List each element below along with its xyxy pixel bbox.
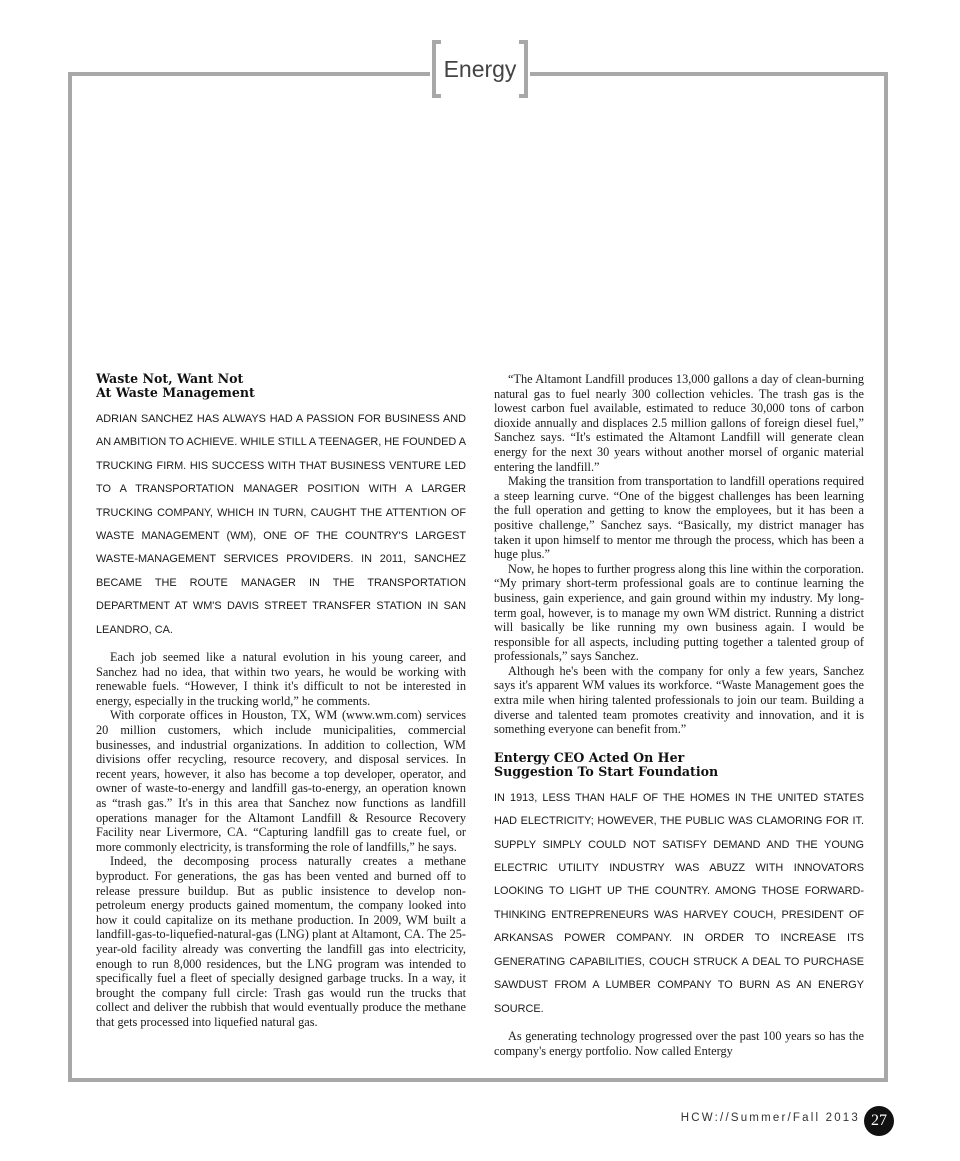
column-right (494, 372, 864, 1058)
article1-lead: ADRIAN SANCHEZ HAS ALWAYS HAD A PASSION FOR BUSINESS AND AN AMBITION TO ACHIEVE. WHILE STILL A TEENAGER, HE FOUNDED A TRUCKING FIRM. HIS SUCCESS WITH THAT BUSINESS VENTURE LED TO A TRANSPORTATION MANAGER POSITION WITH A LARGER TRUCKING COMPANY, WHICH IN TURN, CAUGHT THE ATTENTION OF WASTE MANAGEMENT (WM), ONE OF THE COUNTRY'S LARGEST WASTE-MANAGEMENT SERVICES PROVIDERS. IN 2011, SANCHEZ BECAME THE ROUTE MANAGER IN THE TRANSPORTATION DEPARTMENT AT WM'S DAVIS STREET TRANSFER STATION IN SAN LEANDRO, CA. (96, 413, 466, 636)
article2-headline-line-1: Entergy CEO Acted On Her (494, 749, 685, 765)
article1-paragraph: “The Altamont Landfill produces 13,000 gallons a day of clean-burning natural gas to fuel nearly 300 collection vehicles. The trash gas is the lowest carbon fuel available, estimated to reduce 30,000 tons of carbon dioxide annually and displaces 2.5 million gallons of foreign diesel fuel,” Sanchez says. “It's estimated the Altamont Landfill will generate clean energy for the next 30 years without another morsel of organic material entering the landfill.” (494, 372, 864, 474)
article2-headline-line-2: Suggestion To Start Foundation (494, 763, 719, 779)
section-header (430, 38, 530, 102)
article2-lead: IN 1913, LESS THAN HALF OF THE HOMES IN THE UNITED STATES HAD ELECTRICITY; HOWEVER, THE PUBLIC WAS CLAMORING FOR IT. SUPPLY SIMPLY COULD NOT SATISFY DEMAND AND THE YOUNG ELECTRIC UTILITY INDUSTRY WAS ABUZZ WITH INNOVATORS LOOKING TO LIGHT UP THE COUNTRY. AMONG THOSE FORWARD-THINKING ENTREPRENEURS WAS HARVEY COUCH, PRESIDENT OF ARKANSAS POWER COMPANY. IN ORDER TO INCREASE ITS GENERATING CAPABILITIES, COUCH STRUCK A DEAL TO PURCHASE SAWDUST FROM A LUMBER COMPANY TO BURN AS AN ENERGY SOURCE. (494, 791, 864, 1015)
article1-headline-line-1: Waste Not, Want Not (96, 371, 244, 386)
article1-paragraph: Now, he hopes to further progress along this line within the corporation. “My primary short-term professional goals are to continue learning the business, gain experience, and gain ground within my industry. My long-term goal, however, is to manage my own WM district. Running a district will basically be like running my own business again. I would be responsible for all aspects, including putting together a talented group of professionals,” says Sanchez. (494, 561, 864, 664)
article1-headline-line-2: At Waste Management (96, 385, 255, 400)
article2-paragraph: As generating technology progressed over the past 100 years so has the company's energy portfolio. Now called Entergy (494, 1028, 864, 1058)
page-number-badge: 27 (864, 1106, 894, 1136)
right-bracket (519, 40, 528, 98)
article1-paragraph: Each job seemed like a natural evolution in his young career, and Sanchez had no idea, that within two years, he would be working with renewable fuels. “However, I think it's difficult to not be interested in energy, especially in the trucking world,” he comments. (96, 650, 466, 708)
section-title: Energy (443, 56, 517, 82)
column-left (96, 372, 466, 1030)
footer-publication: HCW://Summer/Fall 2013 (680, 1112, 860, 1124)
article1-paragraph: With corporate offices in Houston, TX, WM (www.wm.com) services 20 million customers, which include municipalities, commercial businesses, and industrial organizations. In addition to collection, WM divisions offer recycling, resource recovery, and disposal services. In recent years, however, it also has become a top developer, operator, and owner of waste-to-energy and landfill gas-to-energy, an operation known as “trash gas.” It's in this area that Sanchez now functions as landfill operations manager for the Altamont Landfill & Resource Recovery Facility near Livermore, CA. “Capturing landfill gas to create fuel, or more commonly electricity, is transforming the role of landfills,” he says. (96, 708, 466, 854)
article1-paragraph: Indeed, the decomposing process naturally creates a methane byproduct. For generations, the gas has been vented and burned off to release pressure buildup. But as public insistence to develop non-petroleum energy products gained momentum, the company looked into how it could capitalize on its methane production. In 2009, WM built a landfill-gas-to-liquefied-natural-gas (LNG) plant at Altamont, CA. The 25-year-old facility already was converting the landfill gas into electricity, enough to run 8,000 residences, but the LNG program was intended to specifically fuel a fleet of specially designed garbage trucks. In a way, it brought the company full circle: Trash gas would run the trucks that collect and deliver the rubbish that would eventually produce the methane that gets processed into liquefied natural gas. (96, 854, 466, 1029)
article1-paragraph: Making the transition from transportation to landfill operations required a steep learning curve. “One of the biggest challenges has been learning the full operation and getting to know the employees, but it has been a positive challenge,” Sanchez says. “Basically, my district manager has taken it upon himself to mentor me through the process, which has been a huge plus.” (494, 474, 864, 562)
article2-headline (494, 751, 864, 779)
article1-paragraph: Although he's been with the company for only a few years, Sanchez says it's apparent WM values its workforce. “Waste Management goes the extra mile when hiring talented professionals to join our team. Building a diverse and talented team promotes creativity and innovation, and it is something everyone can benefit from.” (494, 663, 864, 737)
article1-headline (96, 372, 466, 400)
